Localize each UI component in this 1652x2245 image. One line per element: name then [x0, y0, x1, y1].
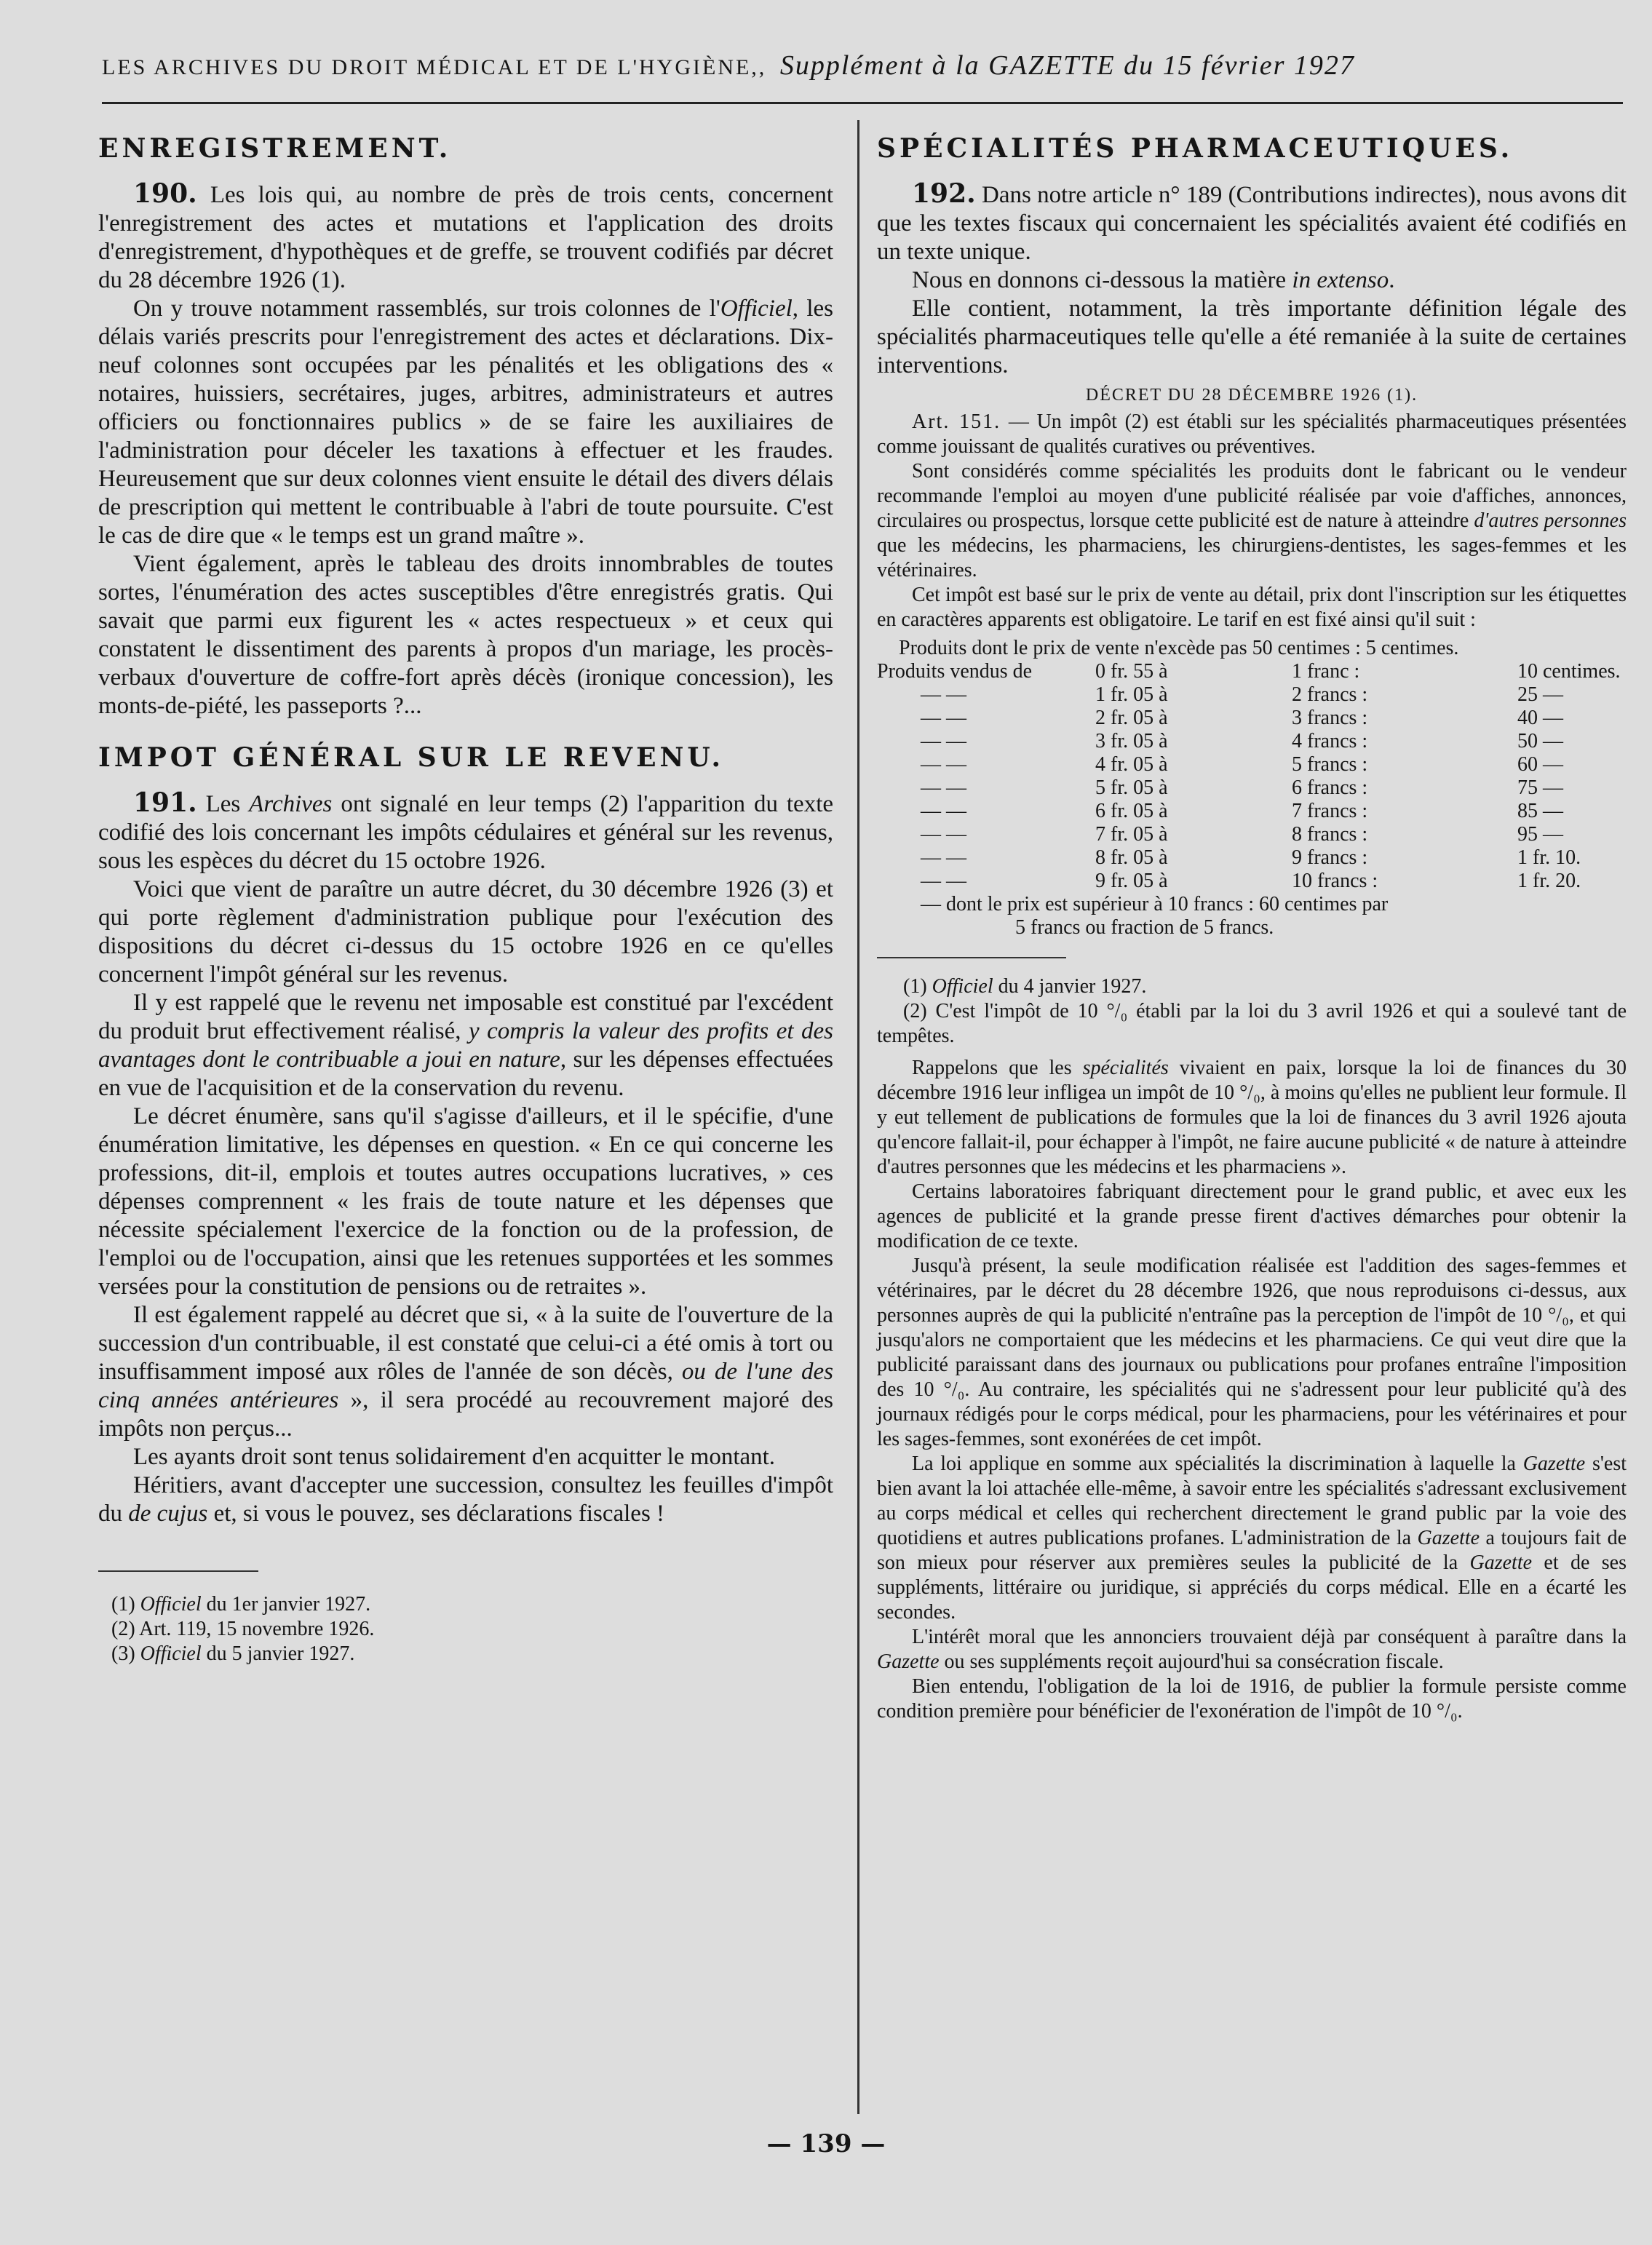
decree-heading: DÉCRET DU 28 DÉCEMBRE 1926 (1). [1085, 386, 1418, 405]
rate-label: — — [921, 776, 966, 799]
page-number: — 139 — [766, 2129, 886, 2158]
paragraph [98, 875, 833, 989]
commentary-text: L'intérêt moral que les annonciers trouvaient déjà par conséquent à paraître dans la [912, 1626, 1627, 1648]
commentary-paragraph [877, 1056, 1627, 1180]
rate-to: 10 francs : [1292, 870, 1378, 892]
rate-tax: 25 — [1517, 683, 1563, 706]
paragraph-text: Nous en donnons ci-dessous la matière [912, 267, 1292, 293]
footnote-marker: (1) [903, 975, 932, 998]
journal-title: LES ARCHIVES DU DROIT MÉDICAL ET DE L'HYGIÈNE,, [102, 55, 767, 79]
paragraph [98, 295, 833, 550]
rate-tax: 1 fr. 20. [1517, 870, 1581, 892]
commentary-paragraph [877, 1180, 1627, 1254]
italic-text: d'autres personnes [1474, 509, 1627, 532]
paragraph [98, 550, 833, 720]
rate-row [877, 707, 1627, 730]
rate-row [877, 846, 1627, 870]
rate-from: 8 fr. 05 à [1095, 846, 1168, 869]
rate-tax: 1 fr. 10. [1517, 846, 1581, 869]
italic-text: de cujus [128, 1501, 208, 1527]
article-number: 192. [912, 178, 976, 209]
rate-from: 2 fr. 05 à [1095, 707, 1168, 729]
footnote-marker: (1) [111, 1593, 140, 1616]
paragraph [877, 180, 1627, 266]
paragraph-text: . [1389, 267, 1395, 293]
italic-text: Gazette [877, 1650, 940, 1673]
paragraph [877, 295, 1627, 380]
rate-row [877, 776, 1627, 800]
footnote [98, 1617, 833, 1642]
rate-tax: 10 centimes. [1517, 660, 1621, 683]
paragraph [98, 1443, 833, 1471]
rate-to: 4 francs : [1292, 730, 1368, 752]
paragraph-text: Les lois qui, au nombre de près de trois cents, concernent l'enregistrement des actes et mutations et l'application des droits d'enregistrement, d'hypothèques et de greffe, se trouvent codifiés par décret du 28 décembre 1926 (1). [98, 182, 834, 293]
paragraph [98, 1102, 833, 1301]
footnote-text: du 5 janvier 1927. [201, 1642, 355, 1665]
left-column [98, 127, 833, 1666]
rate-tax: 75 — [1517, 776, 1563, 799]
paragraph-text: et, si vous le pouvez, ses déclarations fiscales ! [207, 1501, 665, 1527]
rate-to: 7 francs : [1292, 800, 1368, 822]
decree-text: que les médecins, les pharmaciens, les chirurgiens-dentistes, les sages-femmes et les vétérinaires. [877, 534, 1627, 581]
rate-to: 5 francs : [1292, 753, 1368, 776]
rate-from: 3 fr. 05 à [1095, 730, 1168, 752]
paragraph-text: Les ayants droit sont tenus solidairement d'en acquitter le montant. [133, 1444, 776, 1470]
italic-text: Archives [249, 791, 333, 817]
paragraph [98, 1471, 833, 1528]
commentary-text: La loi applique en somme aux spécialités la discrimination à laquelle la [912, 1453, 1523, 1475]
decree-paragraph [877, 459, 1627, 583]
header-rule [102, 102, 1623, 104]
paragraph-text: Le décret énumère, sans qu'il s'agisse d'ailleurs, et il le spécifie, d'une énumération limitative, les dépenses en question. « En ce qui concerne les professions, dit-il, emplois et toutes autres occupations lucratives, » ces dépenses comprennent « les frais de toute nature et les dépenses que nécessite spécialement l'exercice de la fonction ou de la profession, de l'emploi ou de l'occupation, ainsi que les retenues supportées et les sommes versées pour la constitution de pensions ou de retraites ». [98, 1103, 833, 1300]
commentary-paragraph [877, 1625, 1627, 1674]
italic-text: Gazette [1522, 1453, 1586, 1475]
commentary-text: Bien entendu, l'obligation de la loi de 1916, de publier la formule persiste comme condition première pour bénéficier de l'exonération de l'impôt de 10 °/₀. [877, 1675, 1627, 1723]
commentary-text: s'est bien avant la loi attachée elle-même, à savoir entre les spécialités s'adressant exclusivement au corps médical et celles qui recherchent directement le grand public par la voie des quotidiens et autres publications profanes. L'administration de la [877, 1453, 1627, 1549]
decree-text: — Un impôt (2) est établi sur les spécialités pharmaceutiques présentées comme jouissant de qualités curatives ou préventives. [877, 410, 1627, 458]
section-title-enregistrement: ENREGISTREMENT. [98, 133, 452, 164]
rate-label: — — [921, 846, 966, 869]
column-divider [857, 120, 859, 2114]
article-label: Art. 151. [912, 410, 1001, 433]
rate-from: 6 fr. 05 à [1095, 800, 1168, 822]
commentary-paragraph [877, 1674, 1627, 1724]
footnote-text: du 1er janvier 1927. [201, 1593, 371, 1616]
decree-paragraph [877, 583, 1627, 632]
paragraph-text: Vient également, après le tableau des droits innombrables de toutes sortes, l'énumération des actes susceptibles d'être enregistrés gratis. Qui savait que parmi eux figurent les « actes respectueux » et ceux qui constatent le dissentiment des parents à propos d'un mariage, les procès-verbaux d'ouverture de coffre-fort après décès (ironique concession), les monts-de-piété, les passeports ?... [98, 551, 833, 719]
article-number: 191. [133, 787, 197, 818]
commentary-text: Rappelons que les [912, 1057, 1083, 1079]
italic-text: Gazette [1469, 1551, 1533, 1574]
commentary-text: et de ses suppléments, littéraire ou juridique, si appréciés du corps médical. Elle en a écarté les secondes. [877, 1551, 1627, 1624]
rate-row [877, 823, 1627, 846]
commentary-text: Certains laboratoires fabriquant directement pour le grand public, et avec eux les agences de publicité et la grande presse firent d'actives démarches pour obtenir la modification de ce texte. [877, 1180, 1627, 1252]
paragraph [98, 1301, 833, 1443]
rate-tax: 95 — [1517, 823, 1563, 846]
paragraph-text: », il sera procédé au recouvrement majoré des impôts non perçus... [98, 1387, 833, 1442]
italic-text: Officiel [140, 1593, 202, 1616]
rate-row [877, 660, 1627, 683]
paragraph-text: Dans notre article n° 189 (Contributions indirectes), nous avons dit que les textes fiscaux qui concernaient les spécialités avaient été codifiés en un texte unique. [877, 182, 1627, 265]
paragraph-text: Voici que vient de paraître un autre décret, du 30 décembre 1926 (3) et qui porte règlement d'administration publique pour l'exécution des dispositions du décret ci-dessus du 15 octobre 1926 en ce qu'elles concernent l'impôt général sur les revenus. [98, 876, 833, 988]
tax-rate-table [877, 637, 1627, 939]
supplement-date: Supplément à la GAZETTE du 15 février 1927 [779, 50, 1355, 81]
rate-from: 0 fr. 55 à [1095, 660, 1168, 683]
rate-row [877, 683, 1627, 707]
footnote [98, 1592, 833, 1617]
italic-text: in extenso [1292, 267, 1389, 293]
commentary-text: Jusqu'à présent, la seule modification réalisée est l'addition des sages-femmes et vétérinaires, par le décret du 28 décembre 1926, que nous reproduisons ci-dessus, aux personnes auprès de qui la publicité n'entraîne pas la perception de l'impôt de 10 °/₀, et qui jusqu'alors ne comportaient que les médecins et les pharmaciens. Ce qui veut dire que la publicité paraissant dans des journaux ou publications pour profanes entraîne l'imposition des 10 °/₀. Au contraire, les spécialités qui ne s'adressent pour leur publicité qu'à des journaux rédigés pour le corps médical, pour les pharmaciens, pour les vétérinaires et pour les sages-femmes, sont exonérées de cet impôt. [877, 1255, 1627, 1450]
rate-tax: 85 — [1517, 800, 1563, 822]
rate-to: 6 francs : [1292, 776, 1368, 799]
italic-text: Gazette [1417, 1527, 1480, 1549]
rate-label: — — [921, 800, 966, 822]
commentary-text: a toujours fait de son mieux pour réserver aux premières seules la publicité de la [877, 1527, 1627, 1574]
article-number: 190. [133, 178, 197, 209]
rate-label: Produits vendus de [877, 660, 1033, 683]
rate-from: 9 fr. 05 à [1095, 870, 1168, 892]
footnote-text: (2) Art. 119, 15 novembre 1926. [111, 1618, 375, 1640]
commentary-text: ou ses suppléments reçoit aujourd'hui sa consécration fiscale. [939, 1650, 1444, 1673]
rate-row [877, 870, 1627, 893]
decree-text: Cet impôt est basé sur le prix de vente au détail, prix dont l'inscription sur les étiquettes en caractères apparents est obligatoire. Le tarif en est fixé ainsi qu'il suit : [877, 584, 1627, 631]
paragraph-text: On y trouve notamment rassemblés, sur trois colonnes de l' [133, 295, 720, 322]
rate-label: — — [921, 730, 966, 752]
rate-label: — — [921, 707, 966, 729]
paragraph-text: Héritiers, avant d'accepter une succession, consultez les feuilles d'impôt du [98, 1472, 833, 1527]
rate-to: 2 francs : [1292, 683, 1368, 706]
rate-row: 5 francs ou fraction de 5 francs. [1015, 916, 1274, 939]
paragraph [877, 266, 1627, 295]
rate-from: 4 fr. 05 à [1095, 753, 1168, 776]
footnote-rule [877, 957, 1066, 958]
paragraph [98, 989, 833, 1102]
rate-to: 3 francs : [1292, 707, 1368, 729]
footnote-rule [98, 1570, 258, 1572]
rate-label: — — [921, 683, 966, 706]
paragraph-text: Les [205, 791, 250, 817]
rate-from: 7 fr. 05 à [1095, 823, 1168, 846]
rate-row: Produits dont le prix de vente n'excède pas 50 centimes : 5 centimes. [899, 637, 1459, 659]
rate-row [877, 800, 1627, 823]
rate-row [877, 730, 1627, 753]
rate-row [877, 753, 1627, 776]
section-title-specialites: SPÉCIALITÉS PHARMACEUTIQUES. [877, 133, 1514, 164]
paragraph [98, 789, 833, 875]
running-header [102, 49, 1557, 93]
footnote [877, 999, 1627, 1049]
italic-text: y compris la valeur des profits et des avantages dont le contribuable a joui en nature [98, 1018, 834, 1073]
italic-text: spécialités [1082, 1057, 1169, 1079]
paragraph-text: , les délais variés prescrits pour l'enregistrement des actes et déclarations. Dix-neuf colonnes sont occupées par les pénalités et les obligations des « notaires, huissiers, secrétaires, juges, arbitres, administrateurs et autres officiers ou fonctionnaires publics » de se faire les auxiliaires de l'administration pour déceler les taxations à effectuer et les fraudes. Heureusement que sur deux colonnes vient ensuite le détail des divers délais de prescription qui mettent le contribuable à l'abri de toute poursuite. C'est le cas de dire que « le temps est un grand maître ». [98, 295, 833, 549]
italic-text: ou de l'une des cinq années antérieures [98, 1359, 833, 1413]
italic-text: Officiel [932, 975, 993, 998]
rate-label: — — [921, 753, 966, 776]
rate-from: 5 fr. 05 à [1095, 776, 1168, 799]
paragraph-text: Il y est rappelé que le revenu net imposable est constitué par l'excédent du produit brut effectivement réalisé, [98, 990, 833, 1044]
rate-tax: 60 — [1517, 753, 1563, 776]
decree-text: Sont considérés comme spécialités les produits dont le fabricant ou le vendeur recommande l'emploi au moyen d'une publicité réalisée par voie d'affiches, annonces, circulaires ou prospectus, lorsque cette publicité est de nature à atteindre [877, 460, 1627, 532]
rate-to: 1 franc : [1292, 660, 1360, 683]
rate-to: 8 francs : [1292, 823, 1368, 846]
paragraph-text: , sur les dépenses effectuées en vue de l'acquisition et de la conservation du revenu. [98, 1046, 833, 1101]
rate-tax: 50 — [1517, 730, 1563, 752]
italic-text: Officiel [140, 1642, 202, 1665]
footnote-text: (2) C'est l'impôt de 10 °/₀ établi par la loi du 3 avril 1926 et qui a soulevé tant de tempêtes. [877, 1000, 1627, 1047]
paragraph [98, 180, 833, 295]
rate-label: — — [921, 870, 966, 892]
paragraph-text: Il est également rappelé au décret que si, « à la suite de l'ouverture de la succession d'un contribuable, il est constaté que celui-ci a été omis à tort ou insuffisamment imposé aux rôles de l'année de son décès, [98, 1302, 833, 1385]
footnote-marker: (3) [111, 1642, 140, 1665]
right-column [877, 127, 1627, 1724]
rate-to: 9 francs : [1292, 846, 1368, 869]
section-title-impot: IMPOT GÉNÉRAL SUR LE REVENU. [98, 742, 725, 773]
italic-text: Officiel [720, 295, 793, 322]
footnote [98, 1642, 833, 1666]
commentary-paragraph [877, 1254, 1627, 1452]
paragraph-text: ont signalé en leur temps (2) l'apparition du texte codifié des lois concernant les impôts cédulaires et général sur les revenus, sous les espèces du décret du 15 octobre 1926. [98, 791, 834, 874]
footnote [877, 974, 1627, 999]
rate-tax: 40 — [1517, 707, 1563, 729]
rate-row: — dont le prix est supérieur à 10 francs : 60 centimes par [921, 893, 1389, 915]
rate-label: — — [921, 823, 966, 846]
decree-article [877, 410, 1627, 459]
commentary-text: vivaient en paix, lorsque la loi de finances du 30 décembre 1916 leur infligea un impôt de 10 °/₀, à moins qu'elles ne publient leur formule. Il y eut tellement de publications de formules que la loi de finances du 3 avril 1926 ajouta qu'encore fallait-il, pour échapper à l'impôt, ne faire aucune publicité « de nature à atteindre d'autres personnes que les médecins et les pharmaciens ». [877, 1057, 1627, 1178]
footnote-text: du 4 janvier 1927. [993, 975, 1147, 998]
rate-from: 1 fr. 05 à [1095, 683, 1168, 706]
paragraph-text: Elle contient, notamment, la très importante définition légale des spécialités pharmaceutiques telle qu'elle a été remaniée à la suite de certaines interventions. [877, 295, 1627, 378]
commentary-paragraph [877, 1452, 1627, 1625]
